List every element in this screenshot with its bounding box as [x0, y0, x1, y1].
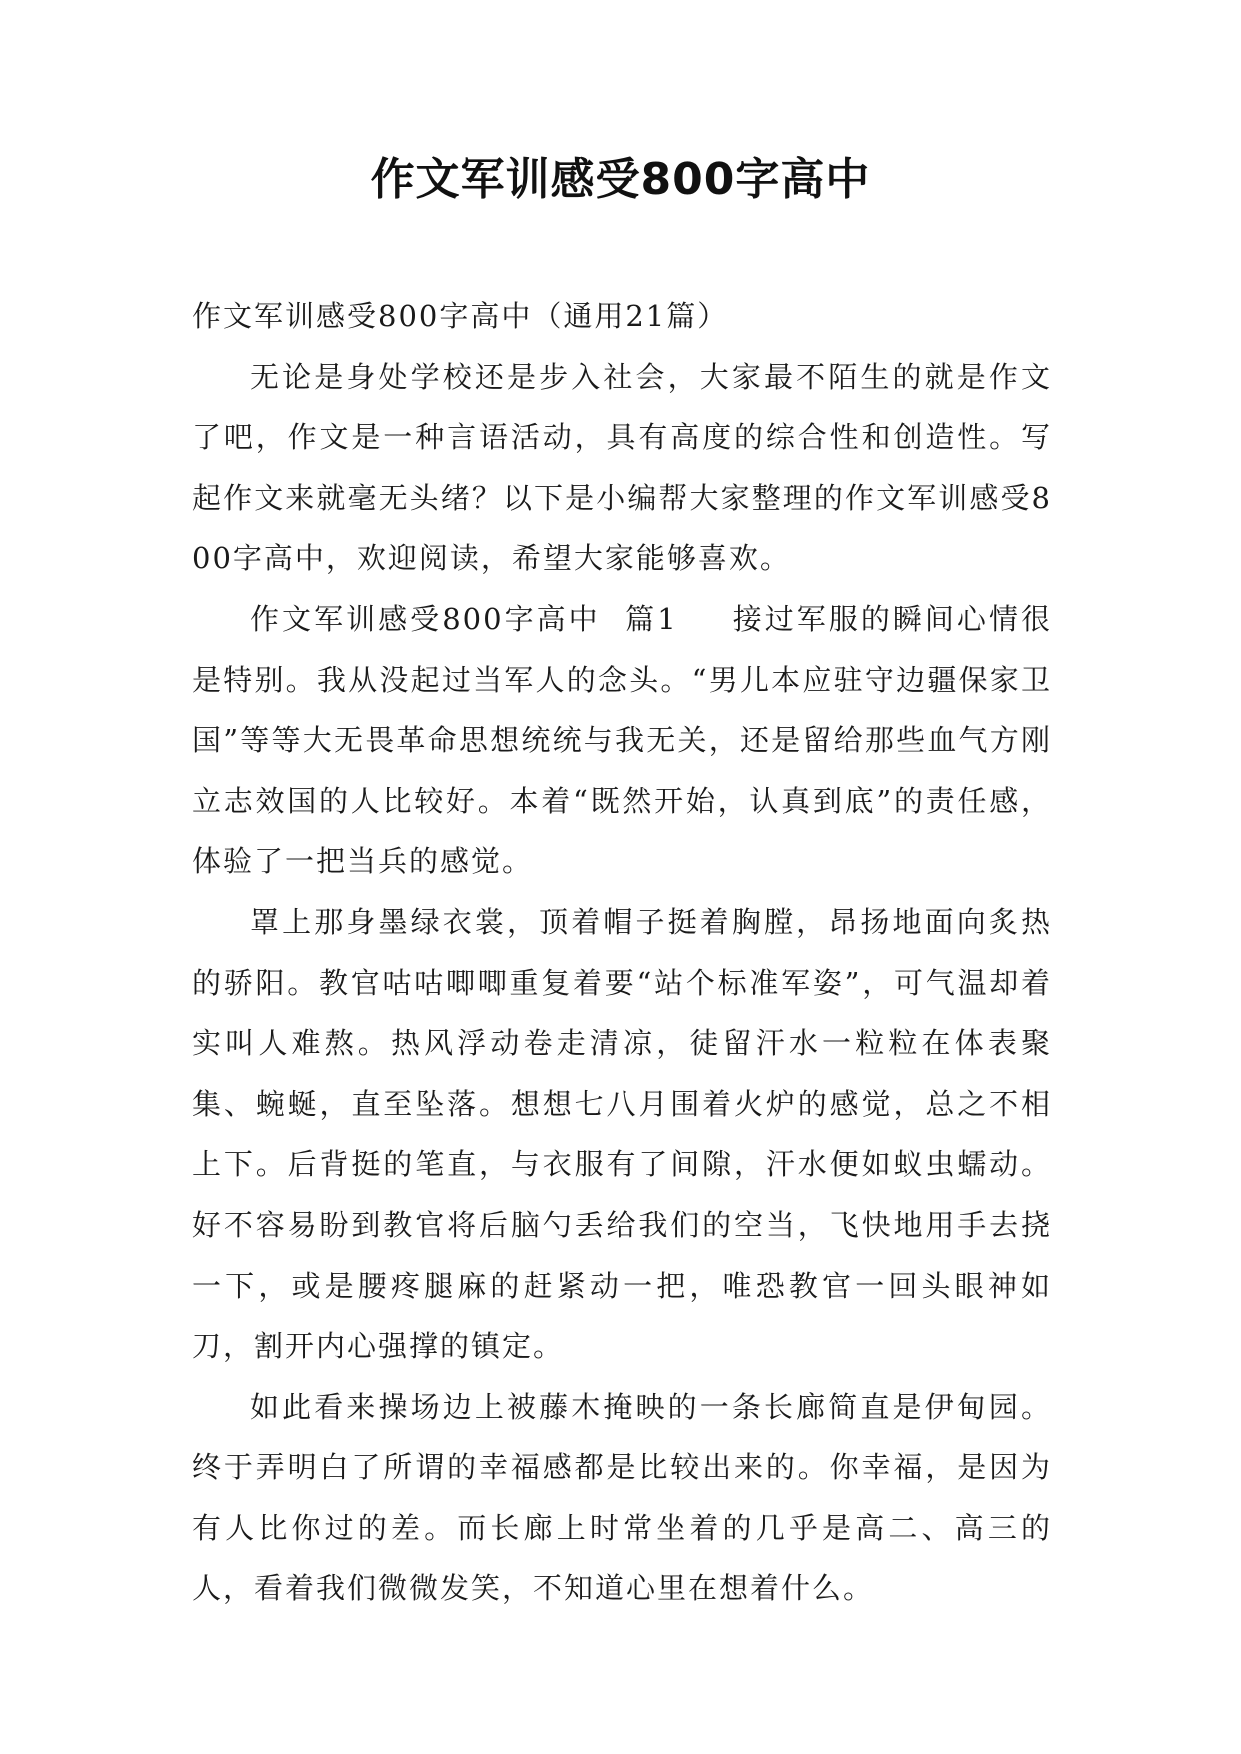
document-body: [192, 286, 1052, 1619]
intro-paragraph: 无论是身处学校还是步入社会，大家最不陌生的就是作文了吧，作文是一种言语活动，具有高度的综合性和创造性。写起作文来就毫无头绪？以下是小编帮大家整理的作文军训感受800字高中，欢迎阅读，希望大家能够喜欢。: [192, 359, 1052, 576]
document-subtitle: 作文军训感受800字高中（通用21篇）: [192, 299, 729, 333]
body-paragraph-1: 罩上那身墨绿衣裳，顶着帽子挺着胸膛，昂扬地面向炙热的骄阳。教官咕咕唧唧重复着要“站个标准军姿”，可气温却着实叫人难熬。热风浮动卷走清凉，徒留汗水一粒粒在体表聚集、蜿蜒，直至坠落。想想七八月围着火炉的感觉，总之不相上下。后背挺的笔直，与衣服有了间隙，汗水便如蚁虫蠕动。好不容易盼到教官将后脑勺丢给我们的空当，飞快地用手去挠一下，或是腰疼腿麻的赶紧动一把，唯恐教官一回头眼神如刀，割开内心强撑的镇定。: [192, 904, 1052, 1364]
section-1-paragraph: [192, 589, 1052, 892]
section-label: 作文军训感受800字高中 篇1: [250, 601, 678, 636]
body-paragraph-2: 如此看来操场边上被藤木掩映的一条长廊简直是伊甸园。终于弄明白了所谓的幸福感都是比较出来的。你幸福，是因为有人比你过的差。而长廊上时常坐着的几乎是高二、高三的人，看着我们微微发笑，不知道心里在想着什么。: [192, 1389, 1052, 1606]
document-title: 作文军训感受800字高中: [370, 154, 871, 205]
section-1-text: 接过军服的瞬间心情很是特别。我从没起过当军人的念头。“男儿本应驻守边疆保家卫国”等等大无畏革命思想统统与我无关，还是留给那些血气方刚立志效国的人比较好。本着“既然开始，认真到底”的责任感，体验了一把当兵的感觉。: [192, 601, 1052, 879]
